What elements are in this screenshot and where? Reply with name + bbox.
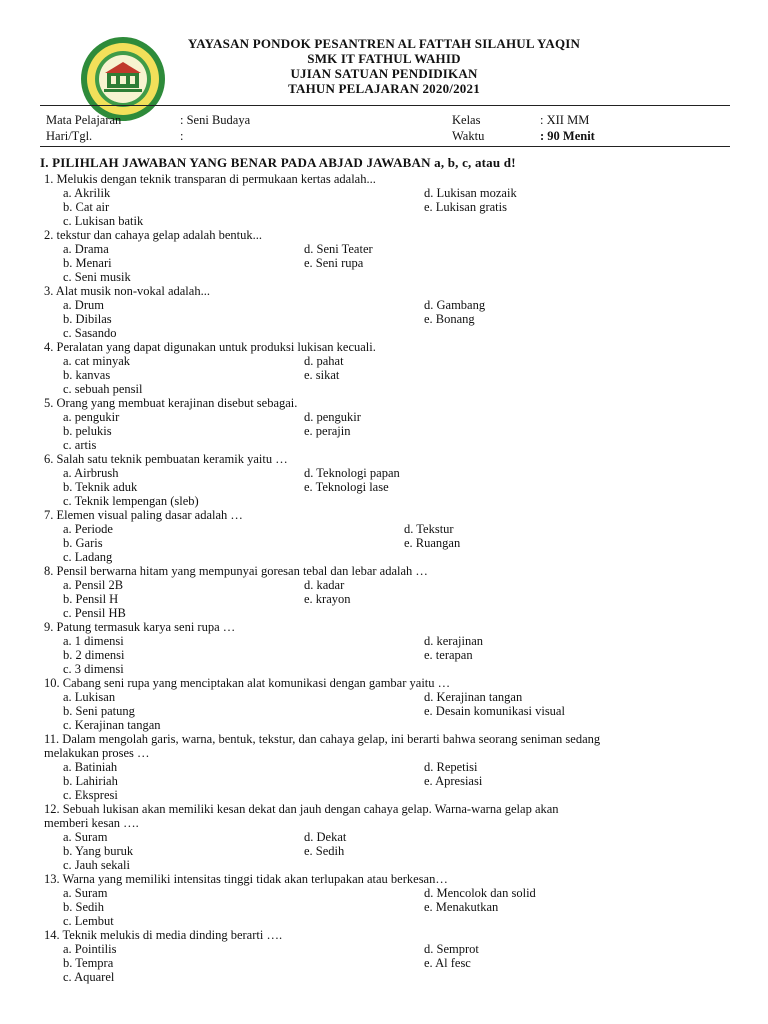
question-3: 3. Alat musik non-vokal adalah... bbox=[44, 284, 210, 298]
q12-option-d: d. Dekat bbox=[304, 830, 347, 844]
q11-option-a: a. Batiniah bbox=[63, 760, 118, 774]
q5-option-b: b. pelukis bbox=[63, 424, 112, 438]
q5-option-c: c. artis bbox=[63, 438, 97, 452]
question-7: 7. Elemen visual paling dasar adalah … bbox=[44, 508, 243, 522]
q12-option-a: a. Suram bbox=[63, 830, 108, 844]
q6-option-a: a. Airbrush bbox=[63, 466, 119, 480]
q13-option-e: e. Menakutkan bbox=[424, 900, 499, 914]
q9-option-c: c. 3 dimensi bbox=[63, 662, 124, 676]
question-5: 5. Orang yang membuat kerajinan disebut sebagai. bbox=[44, 396, 298, 410]
q6-option-b: b. Teknik aduk bbox=[63, 480, 138, 494]
question-8: 8. Pensil berwarna hitam yang mempunyai goresan tebal dan lebar adalah … bbox=[44, 564, 428, 578]
q4-option-a: a. cat minyak bbox=[63, 354, 130, 368]
question-2: 2. tekstur dan cahaya gelap adalah bentuk... bbox=[44, 228, 262, 242]
question-6: 6. Salah satu teknik pembuatan keramik yaitu … bbox=[44, 452, 288, 466]
class-value: : XII MM bbox=[540, 113, 590, 127]
q4-option-b: b. kanvas bbox=[63, 368, 111, 382]
q1-option-c: c. Lukisan batik bbox=[63, 214, 144, 228]
q11-option-d: d. Repetisi bbox=[424, 760, 478, 774]
q1-option-a: a. Akrilik bbox=[63, 186, 111, 200]
header-exam: UJIAN SATUAN PENDIDIKAN bbox=[290, 66, 478, 81]
q14-option-d: d. Semprot bbox=[424, 942, 479, 956]
q10-option-a: a. Lukisan bbox=[63, 690, 116, 704]
q6-option-c: c. Teknik lempengan (sleb) bbox=[63, 494, 199, 508]
question-11-continued: melakukan proses … bbox=[44, 746, 150, 760]
q11-option-e: e. Apresiasi bbox=[424, 774, 483, 788]
q10-option-b: b. Seni patung bbox=[63, 704, 135, 718]
q8-option-e: e. krayon bbox=[304, 592, 351, 606]
document-header bbox=[0, 36, 768, 96]
q2-option-d: d. Seni Teater bbox=[304, 242, 373, 256]
time-label: Waktu bbox=[452, 129, 485, 143]
q14-option-e: e. Al fesc bbox=[424, 956, 471, 970]
q13-option-a: a. Suram bbox=[63, 886, 108, 900]
q8-option-c: c. Pensil HB bbox=[63, 606, 126, 620]
q7-option-d: d. Tekstur bbox=[404, 522, 454, 536]
question-11: 11. Dalam mengolah garis, warna, bentuk, tekstur, dan cahaya gelap, ini berarti bahwa seorang seniman sedang bbox=[44, 732, 601, 746]
q9-option-a: a. 1 dimensi bbox=[63, 634, 124, 648]
q1-option-d: d. Lukisan mozaik bbox=[424, 186, 517, 200]
q14-option-b: b. Tempra bbox=[63, 956, 114, 970]
q13-option-c: c. Lembut bbox=[63, 914, 114, 928]
q7-option-b: b. Garis bbox=[63, 536, 103, 550]
q2-option-a: a. Drama bbox=[63, 242, 109, 256]
q3-option-a: a. Drum bbox=[63, 298, 104, 312]
question-12: 12. Sebuah lukisan akan memiliki kesan dekat dan jauh dengan cahaya gelap. Warna-warna gelap akan bbox=[44, 802, 559, 816]
q5-option-a: a. pengukir bbox=[63, 410, 120, 424]
q12-option-c: c. Jauh sekali bbox=[63, 858, 130, 872]
q3-option-b: b. Dibilas bbox=[63, 312, 112, 326]
q7-option-e: e. Ruangan bbox=[404, 536, 461, 550]
q9-option-d: d. kerajinan bbox=[424, 634, 484, 648]
header-school: SMK IT FATHUL WAHID bbox=[307, 51, 461, 66]
q2-option-e: e. Seni rupa bbox=[304, 256, 364, 270]
q9-option-b: b. 2 dimensi bbox=[63, 648, 125, 662]
q4-option-e: e. sikat bbox=[304, 368, 340, 382]
q1-option-b: b. Cat air bbox=[63, 200, 110, 214]
q3-option-c: c. Sasando bbox=[63, 326, 117, 340]
q2-option-c: c. Seni musik bbox=[63, 270, 131, 284]
question-10: 10. Cabang seni rupa yang menciptakan alat komunikasi dengan gambar yaitu … bbox=[44, 676, 451, 690]
section-title: I. PILIHLAH JAWABAN YANG BENAR PADA ABJAD JAWABAN a, b, c, atau d! bbox=[40, 155, 516, 170]
class-label: Kelas bbox=[452, 113, 481, 127]
question-4: 4. Peralatan yang dapat digunakan untuk produksi lukisan kecuali. bbox=[44, 340, 376, 354]
date-label: Hari/Tgl. bbox=[46, 129, 93, 143]
q6-option-e: e. Teknologi lase bbox=[304, 480, 389, 494]
q11-option-b: b. Lahiriah bbox=[63, 774, 118, 788]
q8-option-d: d. kadar bbox=[304, 578, 345, 592]
q5-option-e: e. perajin bbox=[304, 424, 351, 438]
question-13: 13. Warna yang memiliki intensitas tinggi tidak akan terlupakan atau berkesan… bbox=[44, 872, 448, 886]
info-divider bbox=[40, 146, 730, 147]
q4-option-c: c. sebuah pensil bbox=[63, 382, 143, 396]
q8-option-b: b. Pensil H bbox=[63, 592, 119, 606]
question-9: 9. Patung termasuk karya seni rupa … bbox=[44, 620, 236, 634]
q6-option-d: d. Teknologi papan bbox=[304, 466, 400, 480]
q10-option-e: e. Desain komunikasi visual bbox=[424, 704, 565, 718]
q3-option-d: d. Gambang bbox=[424, 298, 486, 312]
header-year: TAHUN PELAJARAN 2020/2021 bbox=[288, 81, 480, 96]
header-divider bbox=[40, 105, 730, 106]
q10-option-d: d. Kerajinan tangan bbox=[424, 690, 523, 704]
q3-option-e: e. Bonang bbox=[424, 312, 475, 326]
q5-option-d: d. pengukir bbox=[304, 410, 361, 424]
q12-option-e: e. Sedih bbox=[304, 844, 345, 858]
question-1: 1. Melukis dengan teknik transparan di permukaan kertas adalah... bbox=[44, 172, 376, 186]
subject-value: : Seni Budaya bbox=[180, 113, 251, 127]
q10-option-c: c. Kerajinan tangan bbox=[63, 718, 161, 732]
header-foundation: YAYASAN PONDOK PESANTREN AL FATTAH SILAHUL YAQIN bbox=[187, 36, 581, 51]
q13-option-d: d. Mencolok dan solid bbox=[424, 886, 536, 900]
subject-label: Mata Pelajaran bbox=[46, 113, 122, 127]
q11-option-c: c. Ekspresi bbox=[63, 788, 118, 802]
time-value: : 90 Menit bbox=[540, 129, 595, 143]
q8-option-a: a. Pensil 2B bbox=[63, 578, 124, 592]
q13-option-b: b. Sedih bbox=[63, 900, 104, 914]
q12-option-b: b. Yang buruk bbox=[63, 844, 134, 858]
date-value: : bbox=[180, 129, 184, 143]
q14-option-a: a. Pointilis bbox=[63, 942, 117, 956]
q9-option-e: e. terapan bbox=[424, 648, 473, 662]
q7-option-a: a. Periode bbox=[63, 522, 113, 536]
q1-option-e: e. Lukisan gratis bbox=[424, 200, 507, 214]
q2-option-b: b. Menari bbox=[63, 256, 112, 270]
q14-option-c: c. Aquarel bbox=[63, 970, 115, 984]
q7-option-c: c. Ladang bbox=[63, 550, 113, 564]
question-14: 14. Teknik melukis di media dinding berarti …. bbox=[44, 928, 283, 942]
q4-option-d: d. pahat bbox=[304, 354, 344, 368]
question-12-continued: memberi kesan …. bbox=[44, 816, 139, 830]
